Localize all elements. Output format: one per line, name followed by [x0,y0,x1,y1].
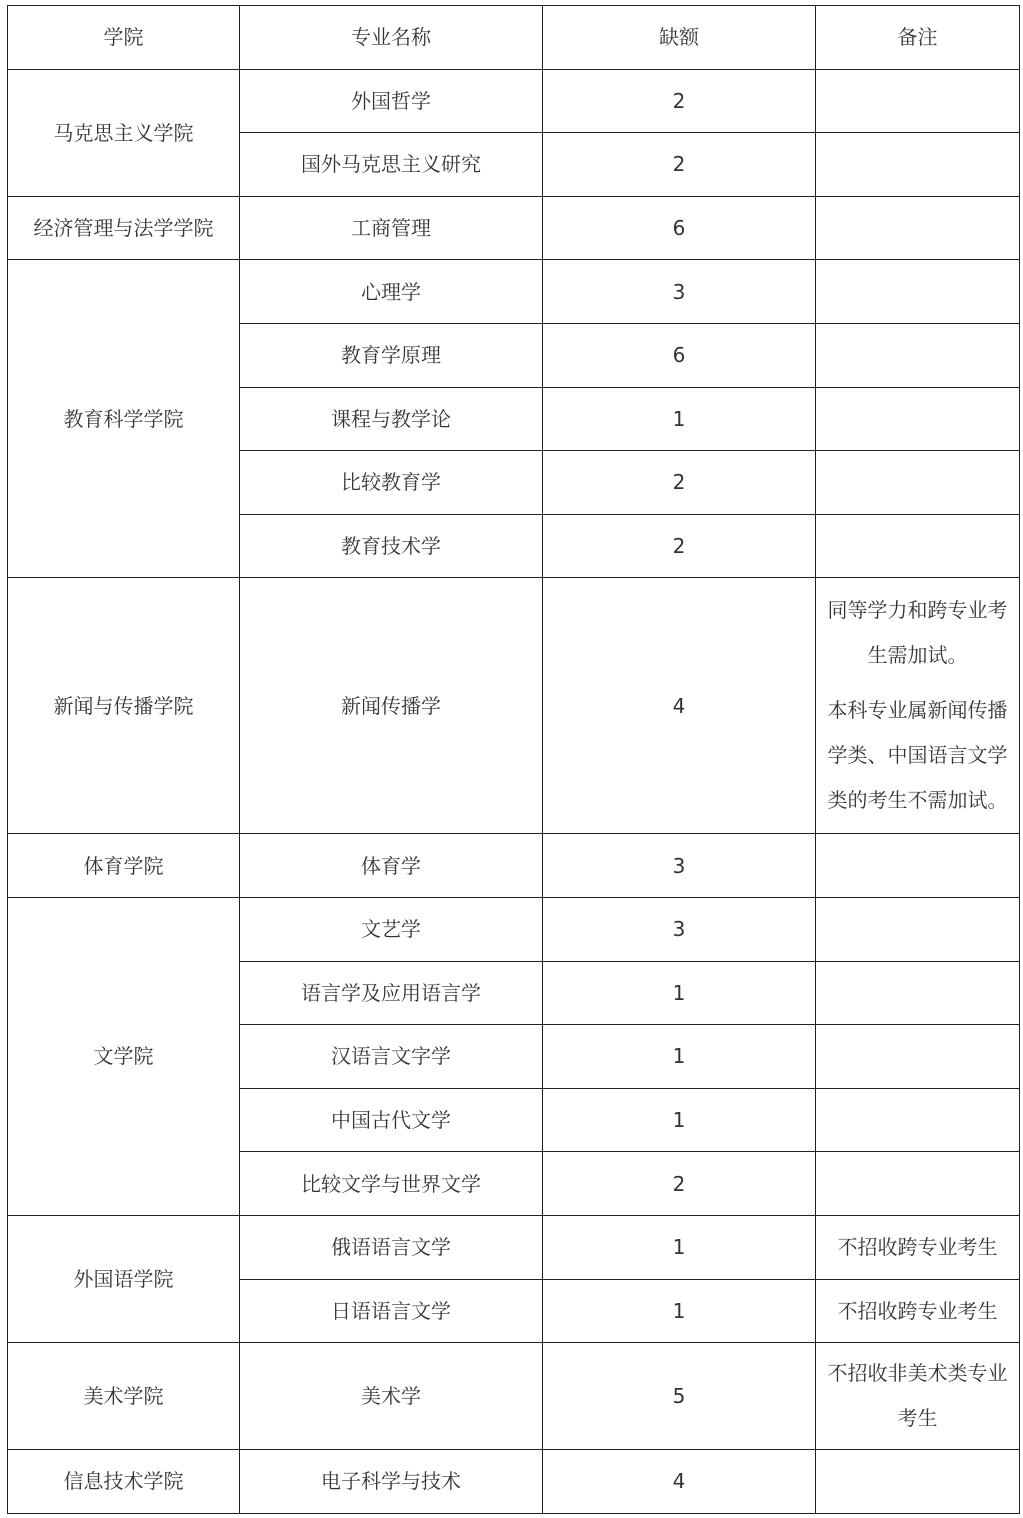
major-cell: 比较教育学 [240,451,543,515]
table-body [8,69,1020,1513]
table-row [8,1450,1020,1514]
major-cell: 工商管理 [240,196,543,260]
note-cell [816,69,1020,133]
note-line: 本科专业属新闻传播学类、中国语言文学类的考生不需加试。 [827,698,1008,813]
major-cell: 美术学 [240,1343,543,1450]
header-major: 专业名称 [240,6,543,70]
vacancy-cell: 5 [543,1343,816,1450]
major-cell: 俄语语言文学 [240,1215,543,1279]
vacancy-table [7,5,1020,1514]
vacancy-cell: 4 [543,1450,816,1514]
vacancy-cell: 6 [543,323,816,387]
college-cell: 美术学院 [8,1343,240,1450]
note-cell [816,1088,1020,1152]
header-college: 学院 [8,6,240,70]
vacancy-cell: 1 [543,387,816,451]
college-cell: 文学院 [8,897,240,1215]
note-cell: 不招收跨专业考生 [816,1279,1020,1343]
vacancy-cell: 6 [543,196,816,260]
college-cell: 新闻与传播学院 [8,578,240,834]
college-cell: 马克思主义学院 [8,69,240,196]
major-cell: 新闻传播学 [240,578,543,834]
vacancy-cell: 2 [543,514,816,578]
major-cell: 课程与教学论 [240,387,543,451]
note-cell [816,451,1020,515]
vacancy-cell: 4 [543,578,816,834]
note-cell [816,1152,1020,1216]
table-row [8,69,1020,133]
major-cell: 心理学 [240,260,543,324]
major-cell: 教育学原理 [240,323,543,387]
major-cell: 比较文学与世界文学 [240,1152,543,1216]
note-cell [816,834,1020,898]
note-cell [816,196,1020,260]
note-line: 同等学力和跨专业考生需加试。 [827,598,1008,668]
note-cell [816,1450,1020,1514]
vacancy-cell: 2 [543,69,816,133]
major-cell: 中国古代文学 [240,1088,543,1152]
note-cell [816,897,1020,961]
college-cell: 教育科学学院 [8,260,240,578]
major-cell: 体育学 [240,834,543,898]
table-row [8,260,1020,324]
vacancy-cell: 1 [543,1025,816,1089]
header-vacancy: 缺额 [543,6,816,70]
college-cell: 经济管理与法学学院 [8,196,240,260]
note-cell [816,1025,1020,1089]
major-cell: 日语语言文学 [240,1279,543,1343]
vacancy-cell: 2 [543,133,816,197]
table-row [8,1343,1020,1450]
vacancy-cell: 1 [543,1215,816,1279]
note-cell [816,578,1020,834]
vacancy-cell: 2 [543,451,816,515]
table-row [8,834,1020,898]
vacancy-cell: 3 [543,834,816,898]
note-cell [816,387,1020,451]
major-cell: 文艺学 [240,897,543,961]
table-row [8,897,1020,961]
header-row [8,6,1020,70]
note-cell [816,323,1020,387]
note-line: 不招收非美术类专业考生 [827,1361,1008,1431]
table-row [8,578,1020,834]
major-cell: 电子科学与技术 [240,1450,543,1514]
major-cell: 国外马克思主义研究 [240,133,543,197]
vacancy-cell: 2 [543,1152,816,1216]
table-row [8,196,1020,260]
college-cell: 外国语学院 [8,1215,240,1342]
vacancy-cell: 1 [543,1279,816,1343]
note-cell [816,133,1020,197]
major-cell: 汉语言文字学 [240,1025,543,1089]
college-cell: 信息技术学院 [8,1450,240,1514]
note-cell [816,1343,1020,1450]
vacancy-cell: 3 [543,897,816,961]
header-note: 备注 [816,6,1020,70]
major-cell: 教育技术学 [240,514,543,578]
major-cell: 语言学及应用语言学 [240,961,543,1025]
vacancy-cell: 3 [543,260,816,324]
table-row [8,1215,1020,1279]
note-cell [816,260,1020,324]
vacancy-cell: 1 [543,1088,816,1152]
major-cell: 外国哲学 [240,69,543,133]
vacancy-cell: 1 [543,961,816,1025]
college-cell: 体育学院 [8,834,240,898]
note-cell [816,514,1020,578]
note-cell [816,961,1020,1025]
note-cell: 不招收跨专业考生 [816,1215,1020,1279]
